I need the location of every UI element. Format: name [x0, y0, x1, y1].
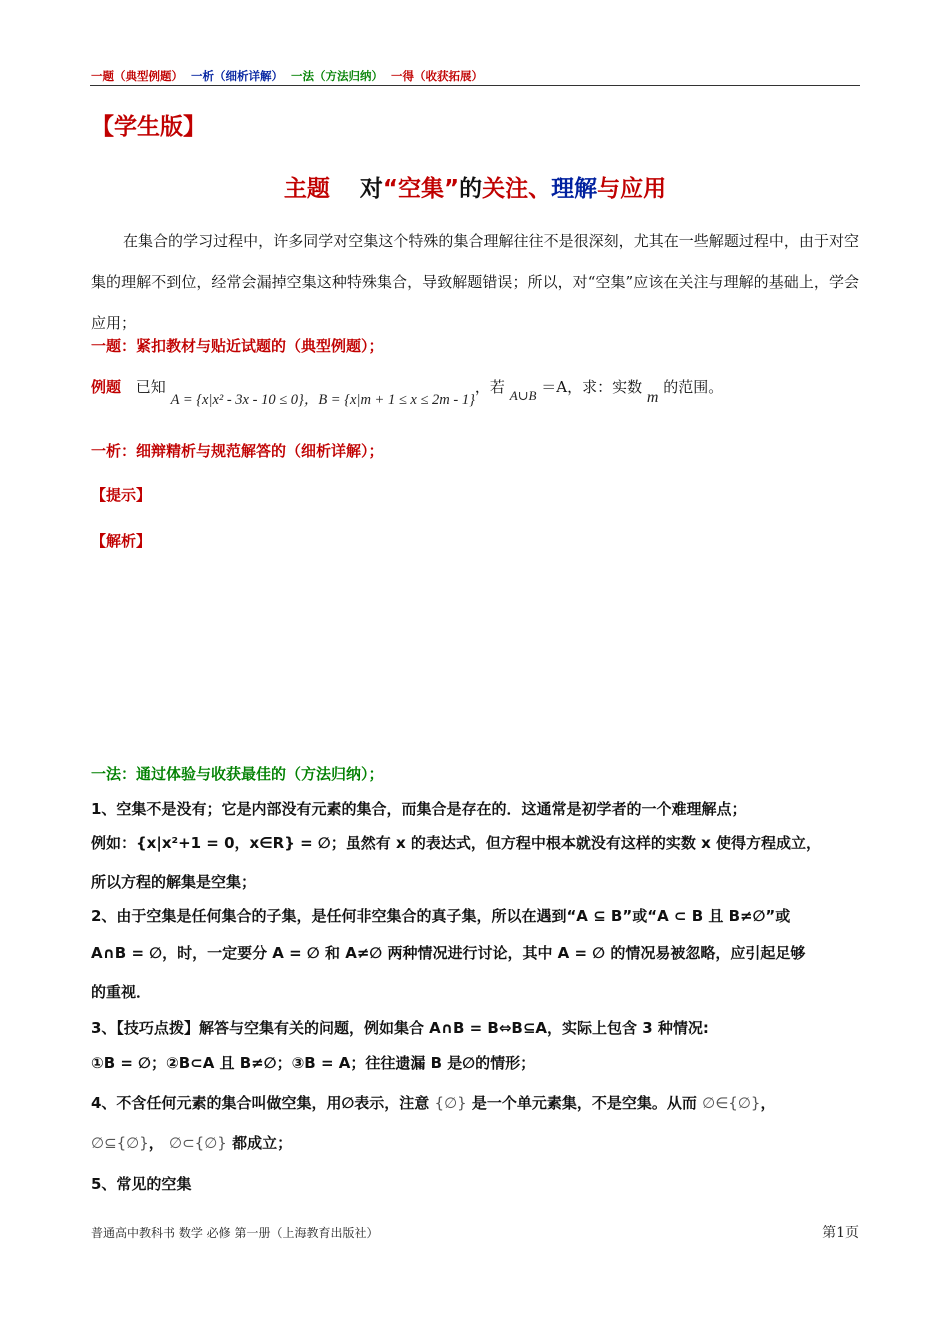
point-4-comma-1: ， — [760, 1094, 776, 1112]
point-4-set: {∅} — [434, 1094, 467, 1112]
point-4 — [91, 1092, 859, 1113]
point-2-cont: A∩B = ∅，时，一定要分 A = ∅ 和 A≠∅ 两种情况进行讨论，其中 A = ∅ 的情况易被忽略，应引起足够 — [91, 944, 806, 962]
title-part-6: 理解 — [551, 176, 598, 202]
intro-paragraph: 在集合的学习过程中，许多同学对空集这个特殊的集合理解往往不是很深刻，尤其在一些解题过程中，由于对空集的理解不到位，经常会漏掉空集这种特殊集合，导致解题错误；所以，对“空集”应该在关注与理解的基础上，学会应用； — [91, 232, 859, 332]
example-text-b: ，若 — [474, 378, 505, 396]
point-4-cont — [91, 1132, 859, 1153]
header-item-1: 一题（典型例题） — [91, 69, 183, 83]
example-text-c: ＝A，求：实数 — [541, 378, 643, 396]
point-1-conclusion: 所以方程的解集是空集； — [91, 873, 257, 891]
title-part-7: 与应用 — [597, 176, 667, 202]
point-4-comma-2: ， — [148, 1134, 164, 1152]
example-text-d: 的范围。 — [663, 378, 724, 396]
point-4-relation-1: ∅∈{∅} — [702, 1094, 761, 1112]
page-title — [0, 170, 950, 203]
title-part-4: 的 — [459, 176, 483, 202]
point-3: 3、【技巧点拨】解答与空集有关的问题，例如集合 A∩B = B⇔B⊆A，实际上包含 3 种情况: — [91, 1019, 709, 1037]
example-problem — [91, 376, 724, 408]
point-3-cases: ①B = ∅；②B⊂A 且 B≠∅；③B = A；往往遗漏 B 是∅的情形； — [91, 1054, 536, 1072]
section-detailed-analysis: 一析：细辩精析与规范解答的（细析详解）； — [91, 442, 384, 460]
footer-book-title: 普通高中教科书 数学 必修 第一册（上海教育出版社） — [91, 1226, 379, 1240]
title-part-2: 对 — [359, 176, 383, 202]
page-header — [91, 68, 487, 84]
example-set-definition: A = {x|x² - 3x - 10 ≤ 0}，B = {x|m + 1 ≤ x ≤ 2m - 1} — [170, 392, 475, 408]
point-4-text-e: 都成立； — [232, 1134, 293, 1152]
section-method-summary: 一法：通过体验与收获最佳的（方法归纳）； — [91, 765, 384, 783]
point-4-text-b: 是一个单元素集，不是空集。从而 — [471, 1094, 697, 1112]
hint-label: 【提示】 — [91, 486, 152, 504]
section-typical-example: 一题：紧扣教材与贴近试题的（典型例题）； — [91, 337, 384, 355]
point-4-text-a: 4、不含任何元素的集合叫做空集，用∅表示，注意 — [91, 1094, 430, 1112]
example-label: 例题 — [91, 378, 122, 396]
title-part-1: 主题 — [283, 176, 330, 202]
example-variable: m — [646, 389, 659, 406]
point-1-example: 例如：{x|x²+1 = 0，x∈R} = ∅；虽然有 x 的表达式，但方程中根本就没有这样的实数 x 使得方程成立， — [91, 834, 821, 852]
point-1: 1、空集不是没有；它是内部没有元素的集合，而集合是存在的．这通常是初学者的一个难理解点； — [91, 800, 747, 818]
point-2-end: 的重视． — [91, 983, 152, 1001]
analysis-label: 【解析】 — [91, 532, 152, 550]
point-4-relation-3: ∅⊂{∅} — [169, 1134, 227, 1152]
title-part-3: “空集” — [382, 176, 460, 202]
point-4-relation-2: ∅⊆{∅} — [91, 1134, 149, 1152]
point-2: 2、由于空集是任何集合的子集，是任何非空集合的真子集，所以在遇到“A ⊆ B”或“A ⊂ B 且 B≠∅”或 — [91, 907, 791, 925]
title-part-5: 关注、 — [482, 176, 552, 202]
header-item-3: 一法（方法归纳） — [291, 69, 384, 83]
header-rule — [90, 85, 860, 86]
version-label: 【学生版】 — [91, 114, 206, 140]
header-item-2: 一析（细析详解） — [191, 69, 284, 83]
point-5: 5、常见的空集 — [91, 1175, 192, 1193]
example-text-a: 已知 — [135, 378, 166, 396]
header-item-4: 一得（收获拓展） — [391, 69, 484, 83]
example-union: A∪B — [509, 388, 537, 403]
footer-page-number: 第1页 — [822, 1225, 859, 1241]
